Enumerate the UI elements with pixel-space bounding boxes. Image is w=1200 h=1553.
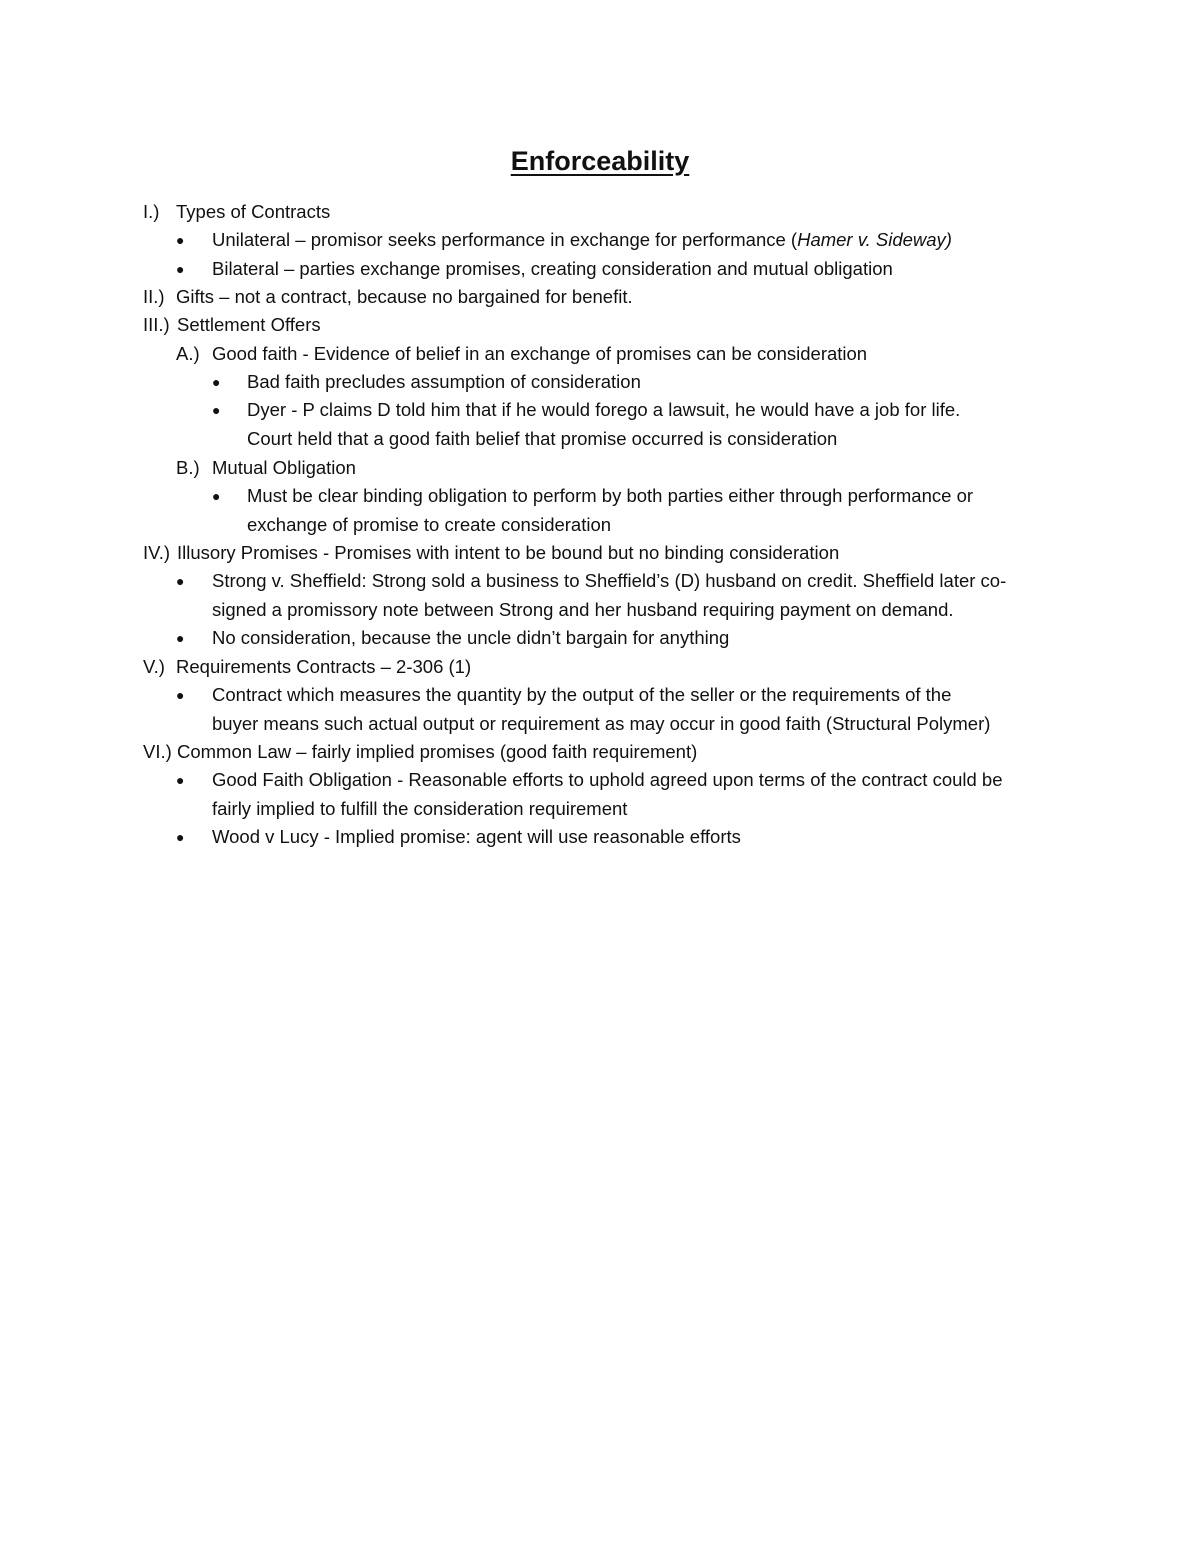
section-3b-bullet-1-line-2: exchange of promise to create consideration: [247, 514, 612, 535]
bullet-icon: ●: [212, 374, 221, 390]
bullet-icon: ●: [176, 232, 185, 248]
bullet-icon: ●: [176, 829, 185, 845]
bullet-icon: ●: [176, 573, 185, 589]
section-5-bullet-1-line-1: Contract which measures the quantity by the output of the seller or the requirements of the: [212, 684, 952, 705]
bullet-icon: ●: [212, 488, 221, 504]
bullet-icon: ●: [212, 402, 221, 418]
section-1-bullet-2: Bilateral – parties exchange promises, creating consideration and mutual obligation: [212, 258, 893, 279]
section-3a-bullet-2-line-2: Court held that a good faith belief that promise occurred is consideration: [247, 428, 838, 449]
section-2-number: II.): [143, 286, 165, 307]
bullet-text: Unilateral – promisor seeks performance in exchange for performance (: [212, 229, 798, 250]
bullet-icon: ●: [176, 630, 185, 646]
section-4-bullet-2: No consideration, because the uncle didn’t bargain for anything: [212, 627, 730, 648]
section-6-bullet-2: Wood v Lucy - Implied promise: agent will use reasonable efforts: [212, 826, 741, 847]
section-2-heading: Gifts – not a contract, because no bargained for benefit.: [176, 286, 633, 307]
section-3b-bullet-1-line-1: Must be clear binding obligation to perform by both parties either through performance or: [247, 485, 974, 506]
section-4-number: IV.): [143, 542, 171, 563]
section-6-number: VI.): [143, 741, 172, 762]
section-3b-heading: Mutual Obligation: [212, 457, 356, 478]
section-4-bullet-1-line-2: signed a promissory note between Strong and her husband requiring payment on demand.: [212, 599, 954, 620]
section-1-bullet-1: [212, 226, 952, 254]
section-4-heading: Illusory Promises - Promises with intent to be bound but no binding consideration: [177, 542, 840, 563]
bullet-icon: ●: [176, 261, 185, 277]
section-3-heading: Settlement Offers: [177, 314, 321, 335]
bullet-icon: ●: [176, 772, 185, 788]
section-3b-number: B.): [176, 457, 200, 478]
section-1-number: I.): [143, 201, 160, 222]
section-1-heading: Types of Contracts: [176, 201, 331, 222]
section-3a-number: A.): [176, 343, 200, 364]
section-3-number: III.): [143, 314, 170, 335]
case-name: Hamer v. Sideway): [797, 229, 952, 250]
section-6-bullet-1-line-2: fairly implied to fulfill the consideration requirement: [212, 798, 628, 819]
section-6-heading: Common Law – fairly implied promises (good faith requirement): [177, 741, 698, 762]
section-3a-bullet-2-line-1: Dyer - P claims D told him that if he would forego a lawsuit, he would have a job for life.: [247, 399, 961, 420]
section-5-heading: Requirements Contracts – 2-306 (1): [176, 656, 472, 677]
page-title: Enforceability: [510, 146, 690, 176]
section-6-bullet-1-line-1: Good Faith Obligation - Reasonable efforts to uphold agreed upon terms of the contract could be: [212, 769, 1003, 790]
bullet-icon: ●: [176, 687, 185, 703]
section-3a-bullet-1: Bad faith precludes assumption of consideration: [247, 371, 641, 392]
section-3a-heading: Good faith - Evidence of belief in an exchange of promises can be consideration: [212, 343, 868, 364]
section-4-bullet-1-line-1: Strong v. Sheffield: Strong sold a business to Sheffield’s (D) husband on credit. Sheffield later co-: [212, 570, 1007, 591]
section-5-number: V.): [143, 656, 165, 677]
section-5-bullet-1-line-2: buyer means such actual output or requirement as may occur in good faith (Structural Polymer): [212, 713, 991, 734]
